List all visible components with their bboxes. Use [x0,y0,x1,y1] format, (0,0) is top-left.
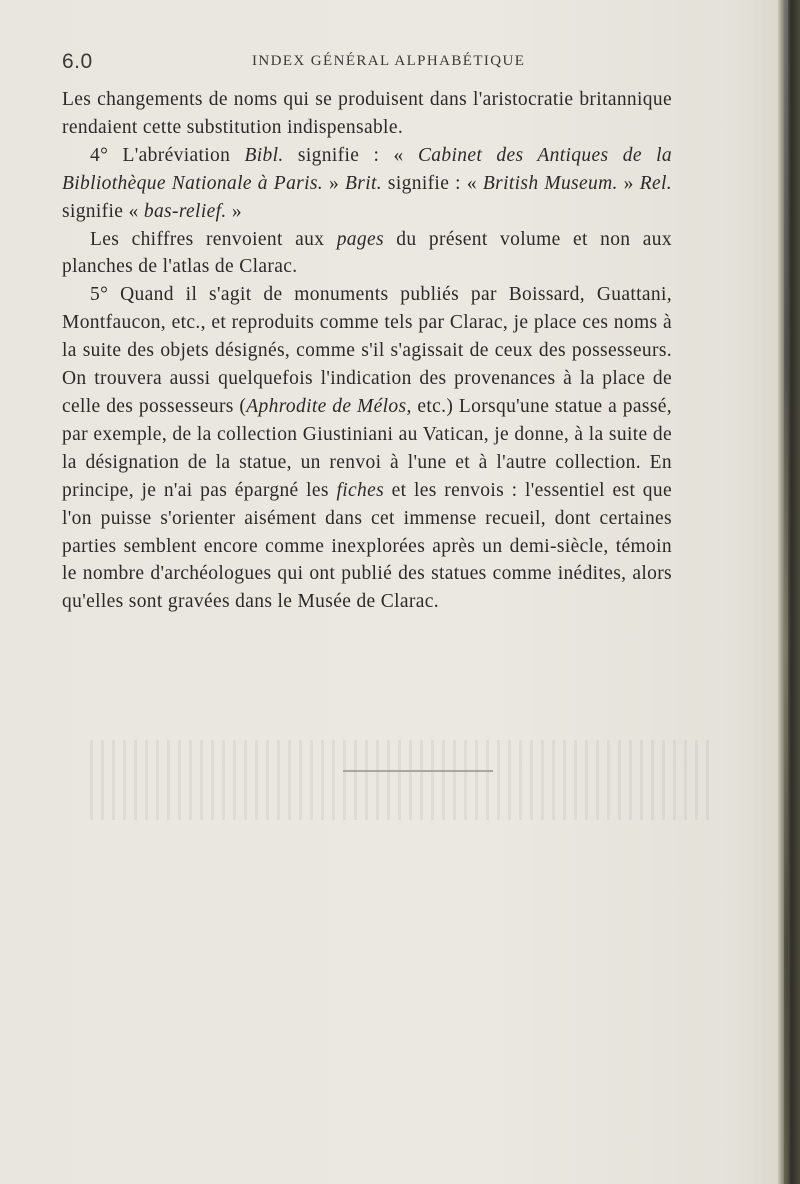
paragraph-monuments [62,281,672,616]
abbreviation-brit: Brit. [345,172,382,194]
text-run: 4° L'abréviation [90,144,245,166]
page-header [62,50,682,74]
show-through-texture [90,740,710,820]
horizontal-rule [343,770,493,772]
text-run: etc.) Lorsqu'une statue a passé, par exemple, de la collection Giustiniani au Vatican, je donne, à la suite de la désignation de la statue, un renvoi à l'une et à l'autre collection. En principe, je n'ai pas épargné les [62,395,672,501]
text-run: » [617,172,640,194]
binding-edge [778,0,800,1184]
text-run: signifie : « [381,172,483,194]
body-text [62,86,672,616]
definition-bibl: Cabinet des Antiques de la Bibliothèque Nationale à Paris. [62,144,672,194]
running-head: INDEX GÉNÉRAL ALPHABÉTIQUE [252,53,526,69]
text-run: 5° Quand il s'agit de monuments publiés par Boissard, Guattani, Montfaucon, etc., et reproduits comme tels par Clarac, je place ces noms à la suite des objets désignés, comme s'il s'agissait de ceux des possesseurs. On trouvera aussi quelquefois l'indication des provenances à la place de celle des possesseurs ( [62,284,672,417]
abbreviation-bibl: Bibl. [244,144,284,166]
paragraph-1: Les changements de noms qui se produisent dans l'aristocratie britannique rendaient cette substitution indispensable. [62,89,672,138]
abbreviation-rel: Rel. [639,172,672,194]
emphasis-pages: pages [336,228,384,250]
text-run: » [226,200,242,222]
definition-brit: British Museum. [482,172,618,194]
page-number: 6.0 [62,50,93,73]
paragraph-pages [62,226,672,282]
text-run: Les chiffres renvoient aux [90,228,337,250]
emphasis-aphrodite: Aphrodite de Mélos, [246,395,412,417]
emphasis-fiches: fiches [336,479,385,501]
paragraph-abbreviations [62,142,672,226]
text-run: et les renvois : l'essentiel est que l'on puisse s'orienter aisément dans cet immense recueil, dont certaines parties semblent encore comme inexplorées après un demi-siècle, témoin le nombre d'archéologues qui ont publié des statues comme inédites, alors qu'elles sont gravées dans le Musée de Clarac. [62,479,672,613]
text-run: signifie : « [283,144,418,166]
text-run: du présent volume et non aux planches de l'atlas de Clarac. [62,228,672,278]
text-run: » [323,172,346,194]
text-run: signifie « [62,200,144,222]
definition-rel: bas-relief. [143,200,227,222]
